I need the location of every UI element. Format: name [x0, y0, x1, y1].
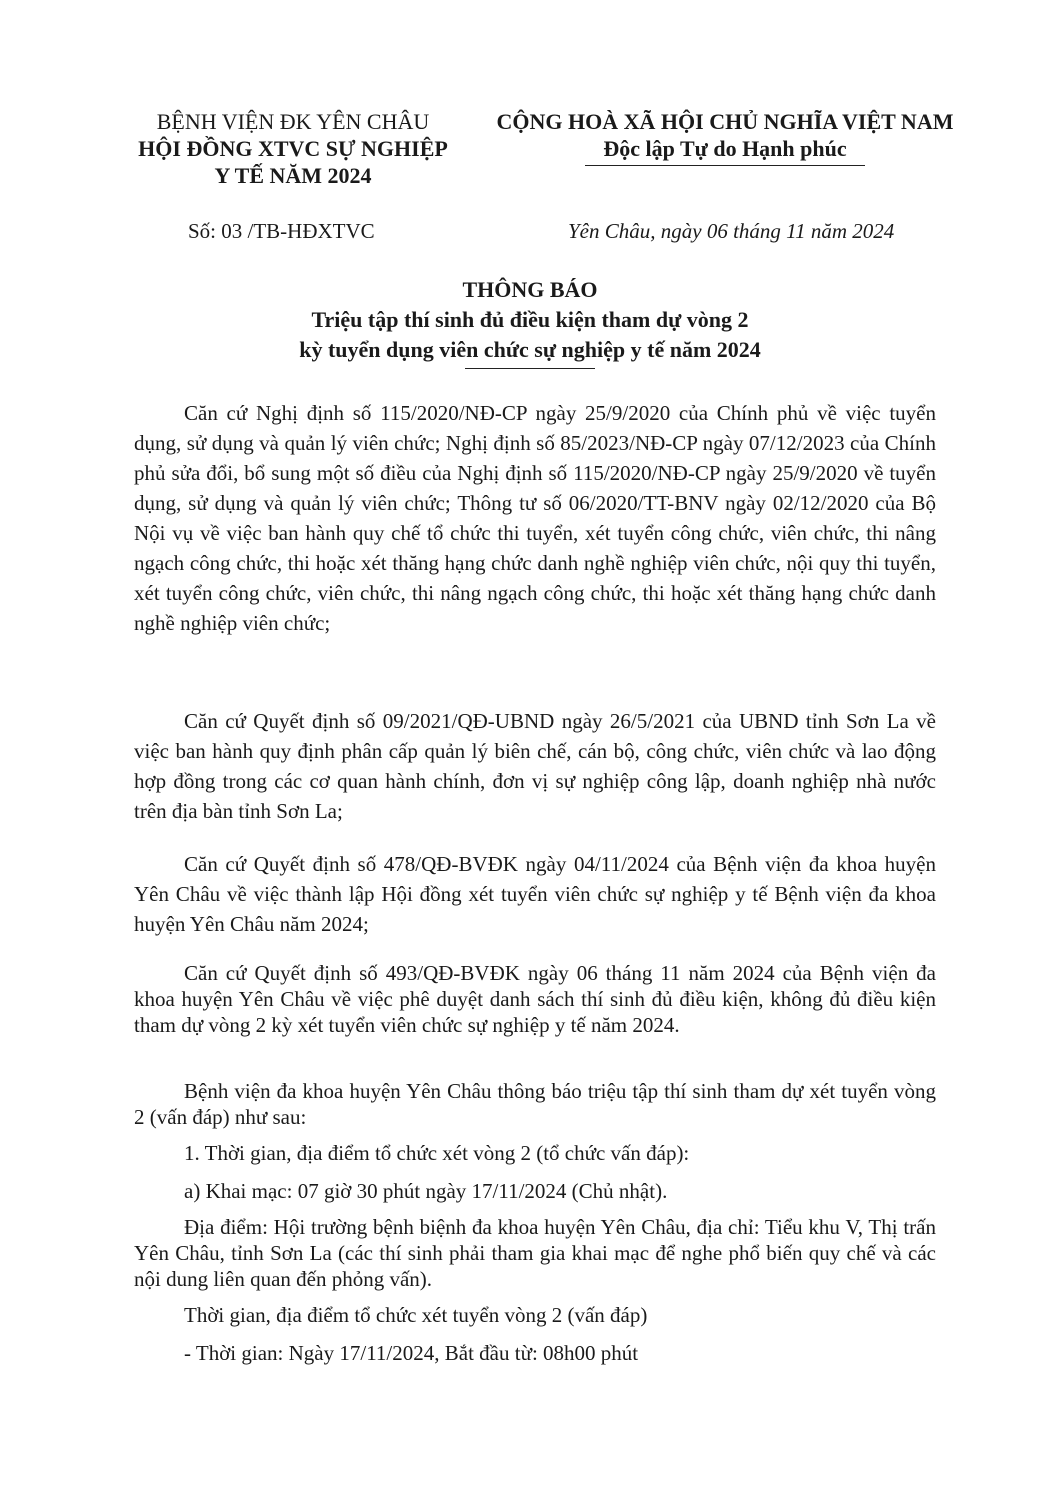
motto-underline [585, 165, 865, 166]
paragraph: Căn cứ Quyết định số 478/QĐ-BVĐK ngày 04/11/2024 của Bệnh viện đa khoa huyện Yên Châu về việc thành lập Hội đồng xét tuyển viên chức sự nghiệp y tế Bệnh viện đa khoa huyện Yên Châu năm 2024; [134, 852, 936, 936]
national-title: CỘNG HOÀ XÃ HỘI CHỦ NGHĨA VIỆT NAM [496, 109, 954, 134]
round2-schedule-heading: Thời gian, địa điểm tổ chức xét tuyển vòng 2 (vấn đáp) [184, 1303, 648, 1327]
announcement-body [134, 1078, 936, 1368]
issuer-line-3: Y TẾ NĂM 2024 [214, 163, 372, 188]
section-heading: 1. Thời gian, địa điểm tổ chức xét vòng 2 (tổ chức vấn đáp): [184, 1141, 690, 1165]
legal-basis-1 [134, 398, 936, 638]
issuer-header [128, 108, 458, 189]
round2-time: - Thời gian: Ngày 17/11/2024, Bắt đầu từ: 08h00 phút [184, 1341, 639, 1365]
paragraph: Căn cứ Nghị định số 115/2020/NĐ-CP ngày 25/9/2020 của Chính phủ về việc tuyển dụng, sử dụng và quản lý viên chức; Nghị định số 85/2023/NĐ-CP ngày 07/12/2023 của Chính phủ sửa đổi, bổ sung một số điều của Nghị định số 115/2020/NĐ-CP ngày 25/9/2020 về tuyển dụng, sử dụng và quản lý viên chức; Thông tư số 06/2020/TT-BNV ngày 02/12/2020 của Bộ Nội vụ về việc ban hành quy chế tổ chức thi tuyển, xét tuyển công chức, viên chức, thi nâng ngạch công chức, thi hoặc xét thăng hạng chức danh nghề nghiệp viên chức, nội quy thi tuyển, xét tuyển công chức, viên chức, thi nâng ngạch công chức, thi hoặc xét thăng hạng chức danh nghề nghiệp viên chức; [134, 401, 936, 635]
title-block [100, 275, 960, 369]
paragraph: Căn cứ Quyết định số 493/QĐ-BVĐK ngày 06 tháng 11 năm 2024 của Bệnh viện đa khoa huyện Yên Châu về việc phê duyệt danh sách thí sinh đủ điều kiện, không đủ điều kiện tham dự vòng 2 kỳ xét tuyển viên chức sự nghiệp y tế năm 2024. [134, 961, 936, 1037]
document-number: Số: 03 /TB-HĐXTVC [188, 219, 375, 243]
legal-basis-2 [134, 706, 936, 826]
national-motto: Độc lập Tự do Hạnh phúc [603, 136, 847, 161]
legal-basis-4 [134, 960, 936, 1038]
paragraph: Bệnh viện đa khoa huyện Yên Châu thông báo triệu tập thí sinh tham dự xét tuyển vòng 2 (vấn đáp) như sau: [134, 1079, 936, 1129]
paragraph: Căn cứ Quyết định số 09/2021/QĐ-UBND ngày 26/5/2021 của UBND tỉnh Sơn La về việc ban hành quy định phân cấp quản lý biên chế, cán bộ, công chức, viên chức và lao động hợp đồng trong các cơ quan hành chính, đơn vị sự nghiệp công lập, doanh nghiệp nhà nước trên địa bàn tỉnh Sơn La; [134, 709, 936, 823]
issuer-line-1: BỆNH VIỆN ĐK YÊN CHÂU [156, 109, 430, 134]
national-header [490, 108, 960, 166]
document-subtitle-2: kỳ tuyển dụng viên chức sự nghiệp y tế năm 2024 [299, 337, 761, 362]
document-date: Yên Châu, ngày 06 tháng 11 năm 2024 [568, 219, 895, 243]
opening-time: a) Khai mạc: 07 giờ 30 phút ngày 17/11/2024 (Chủ nhật). [184, 1179, 668, 1203]
document-subtitle-1: Triệu tập thí sinh đủ điều kiện tham dự vòng 2 [311, 307, 749, 332]
venue: Địa điểm: Hội trường bệnh biệnh đa khoa huyện Yên Châu, địa chỉ: Tiểu khu V, Thị trấn Yên Châu, tỉnh Sơn La (các thí sinh phải tham gia khai mạc để nghe phổ biến quy chế và các nội dung liên quan đến phỏng vấn). [134, 1215, 936, 1291]
legal-basis-3 [134, 849, 936, 939]
document-title: THÔNG BÁO [462, 277, 598, 302]
title-underline [465, 368, 595, 369]
issuer-line-2: HỘI ĐỒNG XTVC SỰ NGHIỆP [138, 136, 448, 161]
